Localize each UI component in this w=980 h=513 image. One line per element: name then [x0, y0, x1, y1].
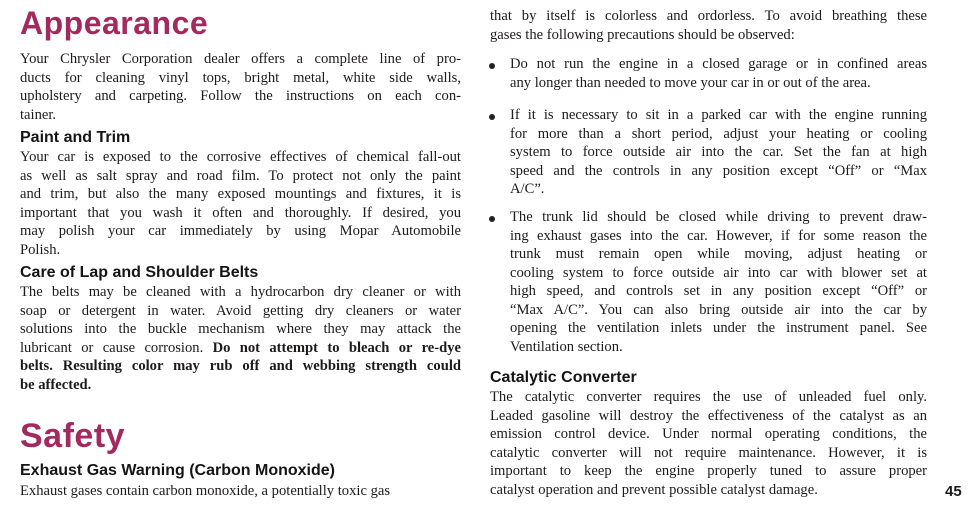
text-line: catalytic converter will not require maintenance. However, it is [490, 444, 927, 461]
text-line: and trim, but also the many exposed mountings and fixtures, it is [20, 186, 461, 202]
section-title-appearance: Appearance [20, 5, 209, 41]
text-line: The belts may be cleaned with a hydrocarbon dry cleaner or with [20, 284, 461, 300]
text-line: system to force outside air into the car. Set the fan at high [510, 144, 927, 160]
text-line: ing exhaust gases into the car. However, if for some reason the [510, 227, 927, 244]
text-line: trunk must remain open while moving, adjust heating or [510, 246, 927, 262]
text-line [20, 339, 461, 358]
text-line [20, 357, 461, 376]
exhaust-continued [490, 7, 927, 44]
bold-warning-text: be affected. [20, 376, 92, 393]
belts-paragraph [20, 283, 461, 394]
text-line: that by itself is colorless and ordorless. To avoid breathing these [490, 8, 927, 24]
bullet-item [510, 208, 927, 356]
text-line: Exhaust gases contain carbon monoxide, a potentially toxic gas [20, 483, 391, 499]
bold-warning-text: belts. Resulting color may rub off and webbing strength could [20, 358, 461, 374]
text-line: gases the following precautions should be observed: [490, 26, 795, 43]
text-segment: lubricant or cause corrosion. [20, 339, 213, 356]
text-line: may polish your car immediately by using Mopar Automobile [20, 223, 461, 239]
text-line: tainer. [20, 106, 57, 123]
exhaust-intro [20, 482, 461, 501]
text-line [20, 376, 461, 395]
appearance-intro [20, 50, 461, 124]
text-line: emission control device. Under normal operating conditions, the [490, 426, 927, 442]
bold-warning-text: Do not attempt to bleach or re-dye [212, 339, 462, 356]
text-line: important to keep the engine properly tuned to assure proper [490, 463, 927, 479]
heading-catalytic-converter: Catalytic Converter [490, 369, 637, 386]
text-line: catalyst operation and prevent possible catalyst damage. [490, 481, 818, 498]
text-line: Your car is exposed to the corrosive effectives of chemical fall-out [20, 149, 461, 165]
text-line: speed and the controls in any position except “Off” or “Max [510, 162, 927, 179]
bullet-item [510, 55, 927, 92]
text-line: important that you wash it often and thoroughly. If desired, you [20, 204, 461, 221]
text-line: cooling system to force outside air into car with blower set at [510, 264, 927, 281]
heading-belts: Care of Lap and Shoulder Belts [20, 264, 259, 281]
text-line: Polish. [20, 241, 61, 258]
text-line: A/C”. [510, 181, 545, 197]
catalytic-paragraph [490, 388, 927, 499]
text-line: The catalytic converter requires the use of unleaded fuel only. [490, 389, 927, 405]
bullet-icon [489, 114, 495, 120]
text-line: ducts for cleaning vinyl tops, bright metal, white side walls, [20, 69, 461, 86]
text-line: Leaded gasoline will destroy the effectiveness of the catalyst as an [490, 407, 927, 424]
text-line: If it is necessary to sit in a parked car with the engine running [510, 107, 927, 123]
bullet-icon [489, 63, 495, 69]
text-line: high speed, and controls set in any position except “Off” or [510, 283, 927, 299]
page-number: 45 [945, 483, 962, 500]
bullet-icon [489, 216, 495, 222]
text-line: solutions into the buckle mechanism where they may attack the [20, 321, 461, 337]
text-line: for more than a short period, adjust your heating or cooling [510, 125, 927, 142]
heading-paint-and-trim: Paint and Trim [20, 129, 131, 146]
text-line: Ventilation section. [510, 338, 623, 355]
text-line: as well as salt spray and road film. To protect not only the paint [20, 167, 461, 184]
bullet-item [510, 106, 927, 199]
text-line: opening the ventilation inlets under the instrument panel. See [510, 320, 927, 336]
text-line: “Max A/C”. You can also bring outside air into the car by [510, 301, 927, 318]
text-line: soap or detergent in water. Avoid getting dry cleaners or water [20, 302, 461, 319]
text-line: Your Chrysler Corporation dealer offers a complete line of pro- [20, 51, 461, 67]
text-line: upholstery and carpeting. Follow the instructions on each con- [20, 88, 461, 104]
heading-exhaust: Exhaust Gas Warning (Carbon Monoxide) [20, 462, 335, 479]
text-line: Do not run the engine in a closed garage or in confined areas [510, 56, 927, 72]
section-title-safety: Safety [20, 417, 126, 455]
text-line: any longer than needed to move your car in or out of the area. [510, 74, 871, 91]
paint-paragraph [20, 148, 461, 259]
text-line: The trunk lid should be closed while driving to prevent draw- [510, 209, 927, 225]
